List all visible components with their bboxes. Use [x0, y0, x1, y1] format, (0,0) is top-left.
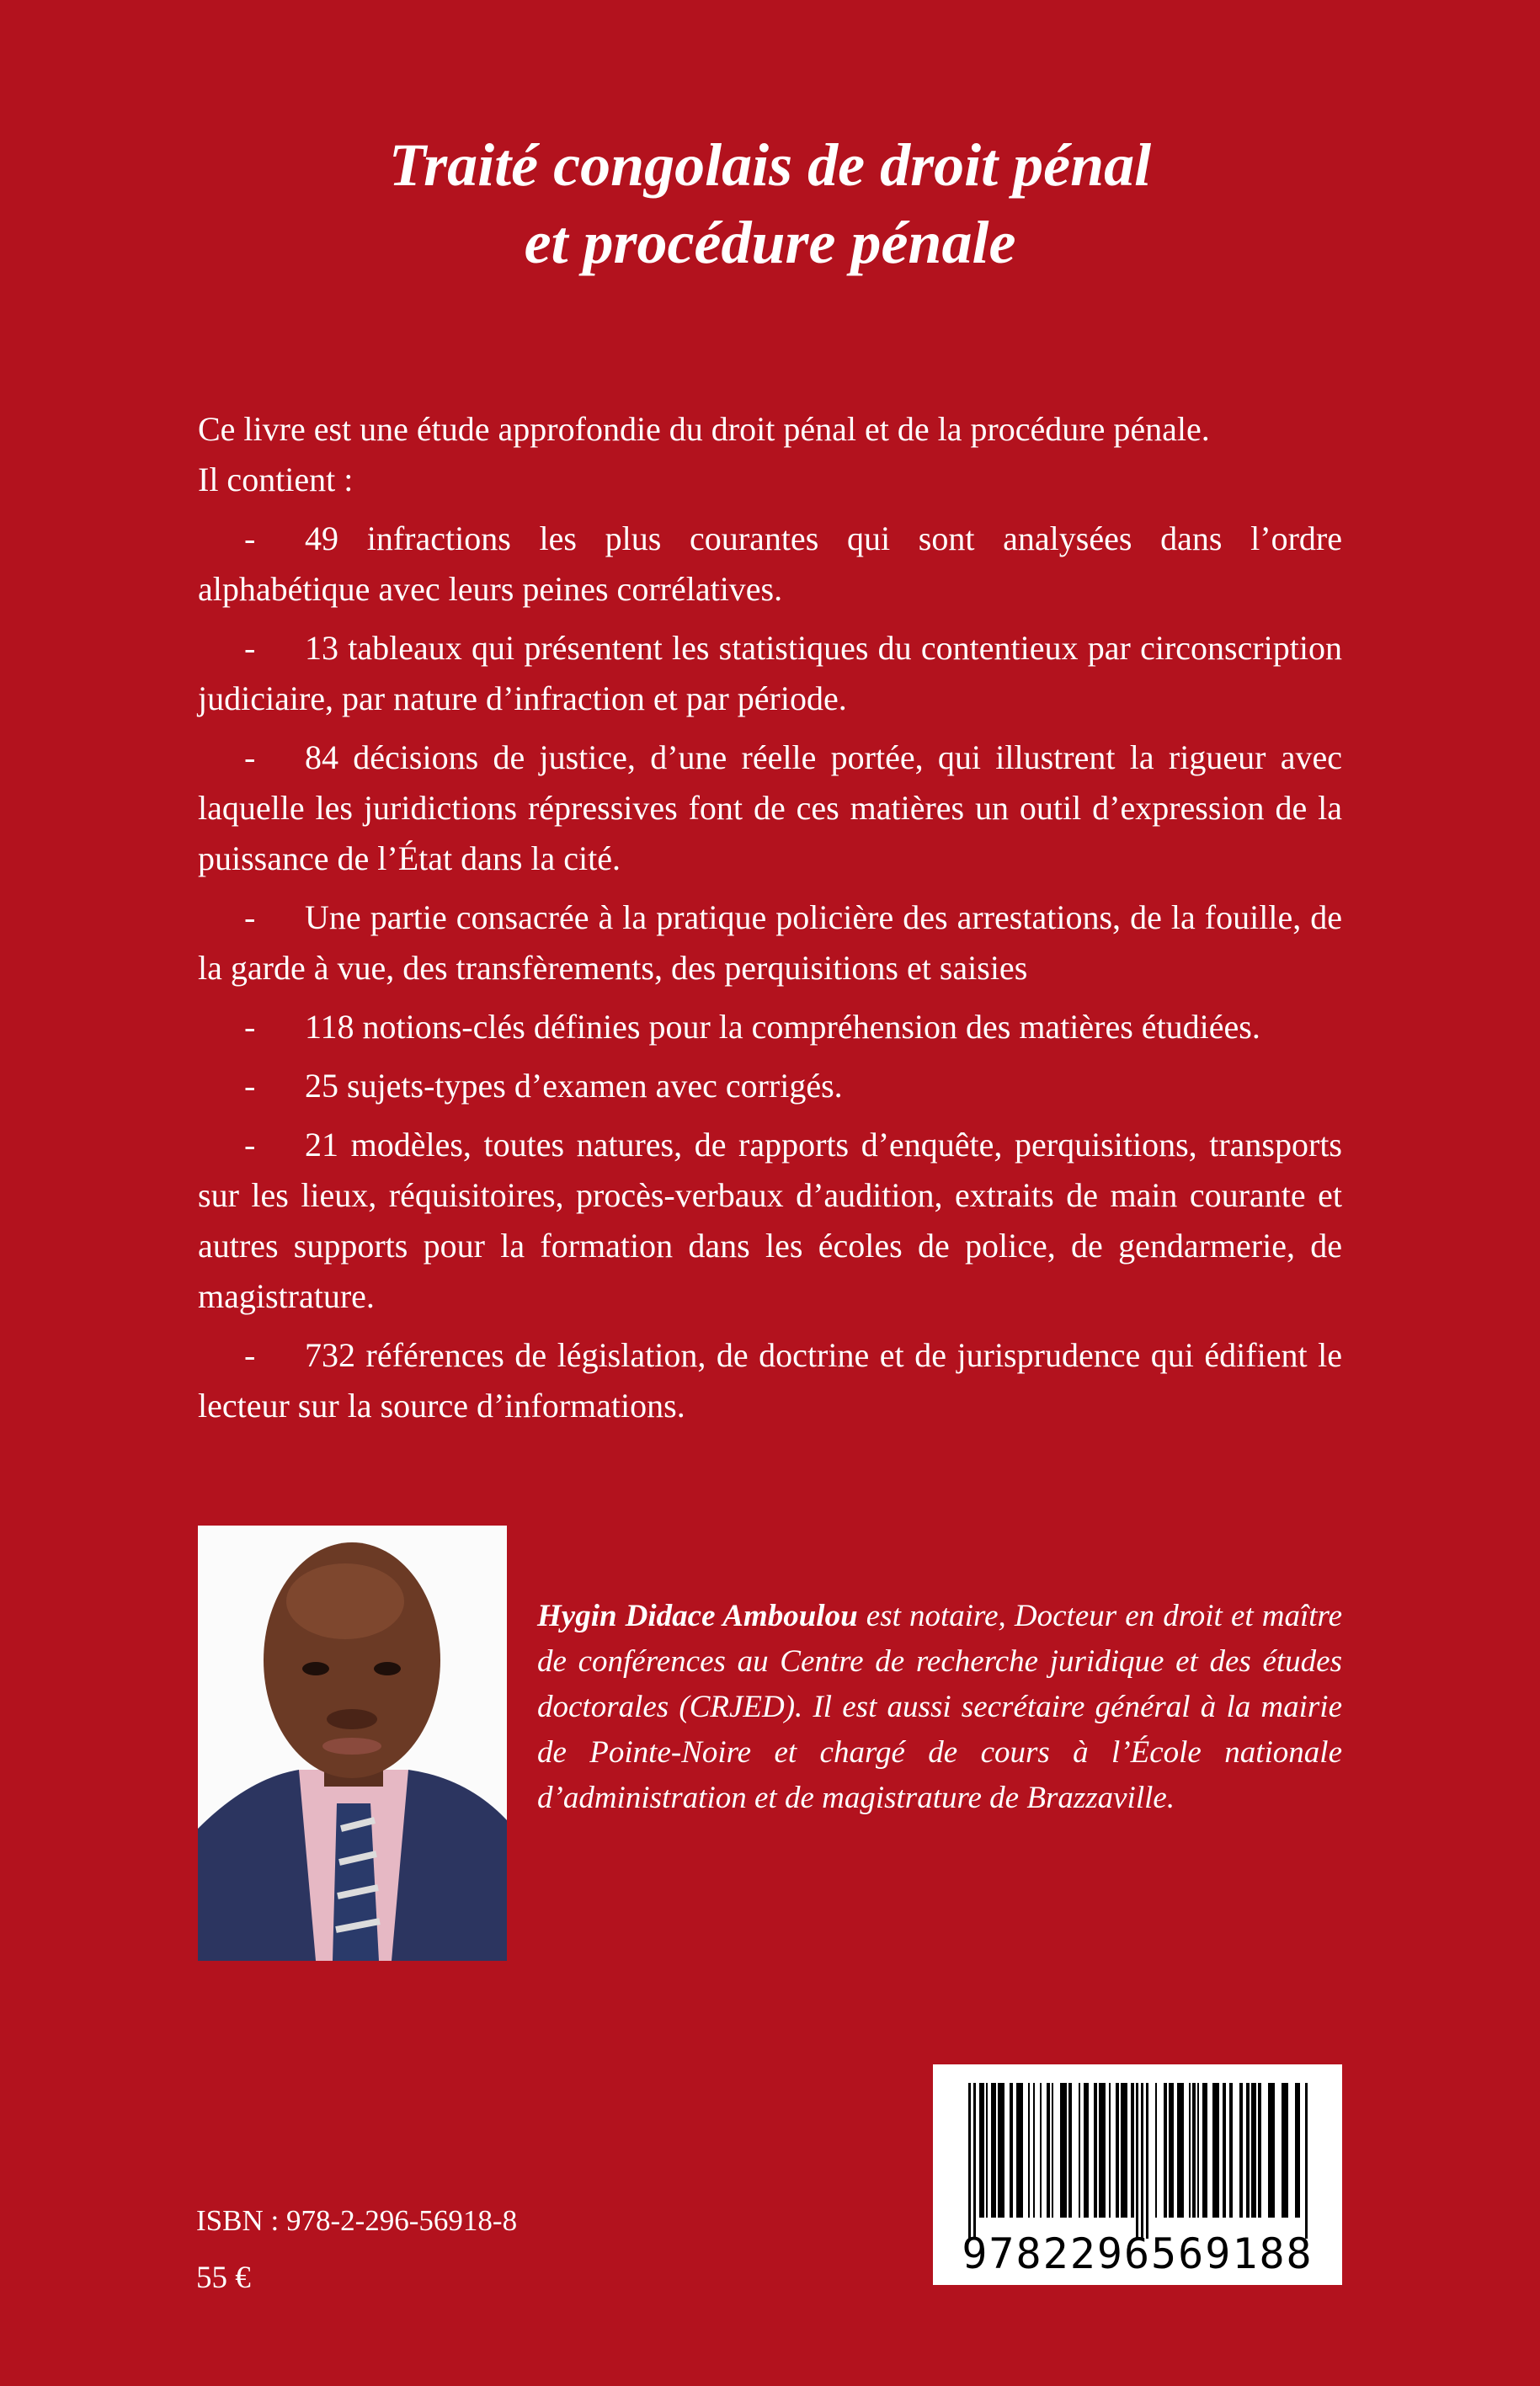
bullet-dash: - — [244, 1336, 256, 1374]
list-item — [198, 1002, 1342, 1052]
barcode-bar — [986, 2083, 988, 2218]
barcode-bar — [998, 2083, 1004, 2218]
content-list — [198, 514, 1342, 1431]
barcode-digits: 9782296569188 — [962, 2229, 1314, 2278]
list-item-text: 49 infractions les plus courantes qui sont analysées dans l’ordre alphabétique avec leurs peines corrélatives. — [198, 519, 1342, 608]
barcode-bar — [968, 2083, 971, 2239]
barcode-bar — [1028, 2083, 1030, 2218]
barcode-bar — [1212, 2083, 1219, 2218]
barcode-bar — [1295, 2083, 1300, 2218]
barcode-bar — [1141, 2083, 1143, 2239]
list-item — [198, 1330, 1342, 1431]
barcode-bar — [1197, 2083, 1199, 2218]
list-item — [198, 892, 1342, 993]
list-item — [198, 732, 1342, 884]
barcode-bar — [973, 2083, 976, 2239]
barcode-bar — [1094, 2083, 1097, 2218]
isbn: ISBN : 978-2-296-56918-8 — [196, 2204, 518, 2237]
barcode-bar — [1068, 2083, 1072, 2218]
bullet-dash: - — [244, 629, 256, 667]
barcode-bar — [1169, 2083, 1174, 2218]
barcode-bar — [1052, 2083, 1053, 2218]
barcode-bar — [1202, 2083, 1207, 2218]
barcode-bar — [1305, 2083, 1308, 2239]
bullet-dash: - — [244, 1067, 256, 1105]
list-item — [198, 1120, 1342, 1322]
list-item — [198, 623, 1342, 724]
intro-line-2: Il contient : — [198, 461, 354, 498]
barcode-bar — [979, 2083, 984, 2218]
barcode-bar — [1010, 2083, 1013, 2218]
title-line-2: et procédure pénale — [524, 209, 1016, 276]
list-item-text: 732 références de législation, de doctrine et de jurisprudence qui édifient le lecteur sur la source d’informations. — [198, 1336, 1342, 1425]
description — [198, 404, 1342, 1431]
barcode-bar — [1084, 2083, 1089, 2218]
barcode-bar — [1060, 2083, 1067, 2218]
barcode-bar — [1131, 2083, 1134, 2218]
barcode-bar — [1192, 2083, 1196, 2218]
barcode-bar — [1047, 2083, 1050, 2218]
barcode-bar — [1189, 2083, 1191, 2218]
barcode-bar — [1223, 2083, 1226, 2218]
bullet-dash: - — [244, 519, 256, 557]
bullet-dash: - — [244, 898, 256, 936]
barcode-bar — [1177, 2083, 1184, 2218]
title-line-1: Traité congolais de droit pénal — [388, 131, 1152, 199]
price: 55 € — [196, 2261, 251, 2295]
barcode-bar — [1121, 2083, 1127, 2218]
barcode-bar — [1229, 2083, 1233, 2218]
bullet-dash: - — [244, 1126, 256, 1164]
author-bio — [537, 1594, 1342, 1821]
author-photo — [198, 1526, 507, 1961]
barcode — [933, 2064, 1342, 2285]
barcode-bar — [1246, 2083, 1250, 2218]
barcode-bar — [1016, 2083, 1023, 2218]
barcode-bar — [1282, 2083, 1288, 2218]
book-title — [0, 126, 1540, 281]
barcode-bars — [968, 2083, 1314, 2239]
barcode-bar — [1136, 2083, 1138, 2239]
barcode-bar — [1079, 2083, 1080, 2218]
barcode-bar — [1268, 2083, 1275, 2218]
barcode-bar — [1155, 2083, 1157, 2218]
list-item-text: 13 tableaux qui présentent les statistiques du contentieux par circonscription judiciaire, par nature d’infraction et par période. — [198, 629, 1342, 717]
author-name: Hygin Didace Amboulou — [537, 1599, 858, 1633]
list-item-text: 118 notions-clés définies pour la compréhension des matières étudiées. — [305, 1008, 1260, 1046]
intro-line-1: Ce livre est une étude approfondie du droit pénal et de la procédure pénale. — [198, 410, 1210, 448]
barcode-bar — [1099, 2083, 1106, 2218]
barcode-bar — [1146, 2083, 1148, 2239]
list-item — [198, 514, 1342, 615]
barcode-bar — [1109, 2083, 1111, 2218]
list-item-text: 84 décisions de justice, d’une réelle portée, qui illustrent la rigueur avec laquelle les juridictions répressives font de ces matières un outil d’expression de la puissance de l’État dans la cité. — [198, 738, 1342, 877]
list-item-text: 21 modèles, toutes natures, de rapports d’enquête, perquisitions, transports sur les lieux, réquisitoires, procès-verbaux d’audition, extraits de main courante et autres supports pour la formation dans les écoles de police, de gendarmerie, de magistrature. — [198, 1126, 1342, 1315]
list-item-text: Une partie consacrée à la pratique policière des arrestations, de la fouille, de la garde à vue, des transfèrements, des perquisitions et saisies — [198, 898, 1342, 987]
barcode-bar — [1033, 2083, 1035, 2218]
author-bio-text: est notaire, Docteur en droit et maître de conférences au Centre de recherche juridique et des études doctorales (CRJED). Il est aussi secrétaire général à la mairie de Pointe-Noire et chargé de cours à l’École nationale d’administration et de magistrature de Brazzaville. — [537, 1599, 1342, 1815]
list-item-text: 25 sujets-types d’examen avec corrigés. — [305, 1067, 843, 1105]
barcode-bar — [1251, 2083, 1256, 2218]
barcode-bar — [1040, 2083, 1042, 2218]
barcode-bar — [991, 2083, 996, 2218]
barcode-bar — [1116, 2083, 1119, 2218]
barcode-bar — [1239, 2083, 1243, 2218]
list-item — [198, 1061, 1342, 1111]
barcode-bar — [1164, 2083, 1167, 2218]
barcode-bar — [1258, 2083, 1261, 2218]
bullet-dash: - — [244, 738, 256, 776]
bullet-dash: - — [244, 1008, 256, 1046]
